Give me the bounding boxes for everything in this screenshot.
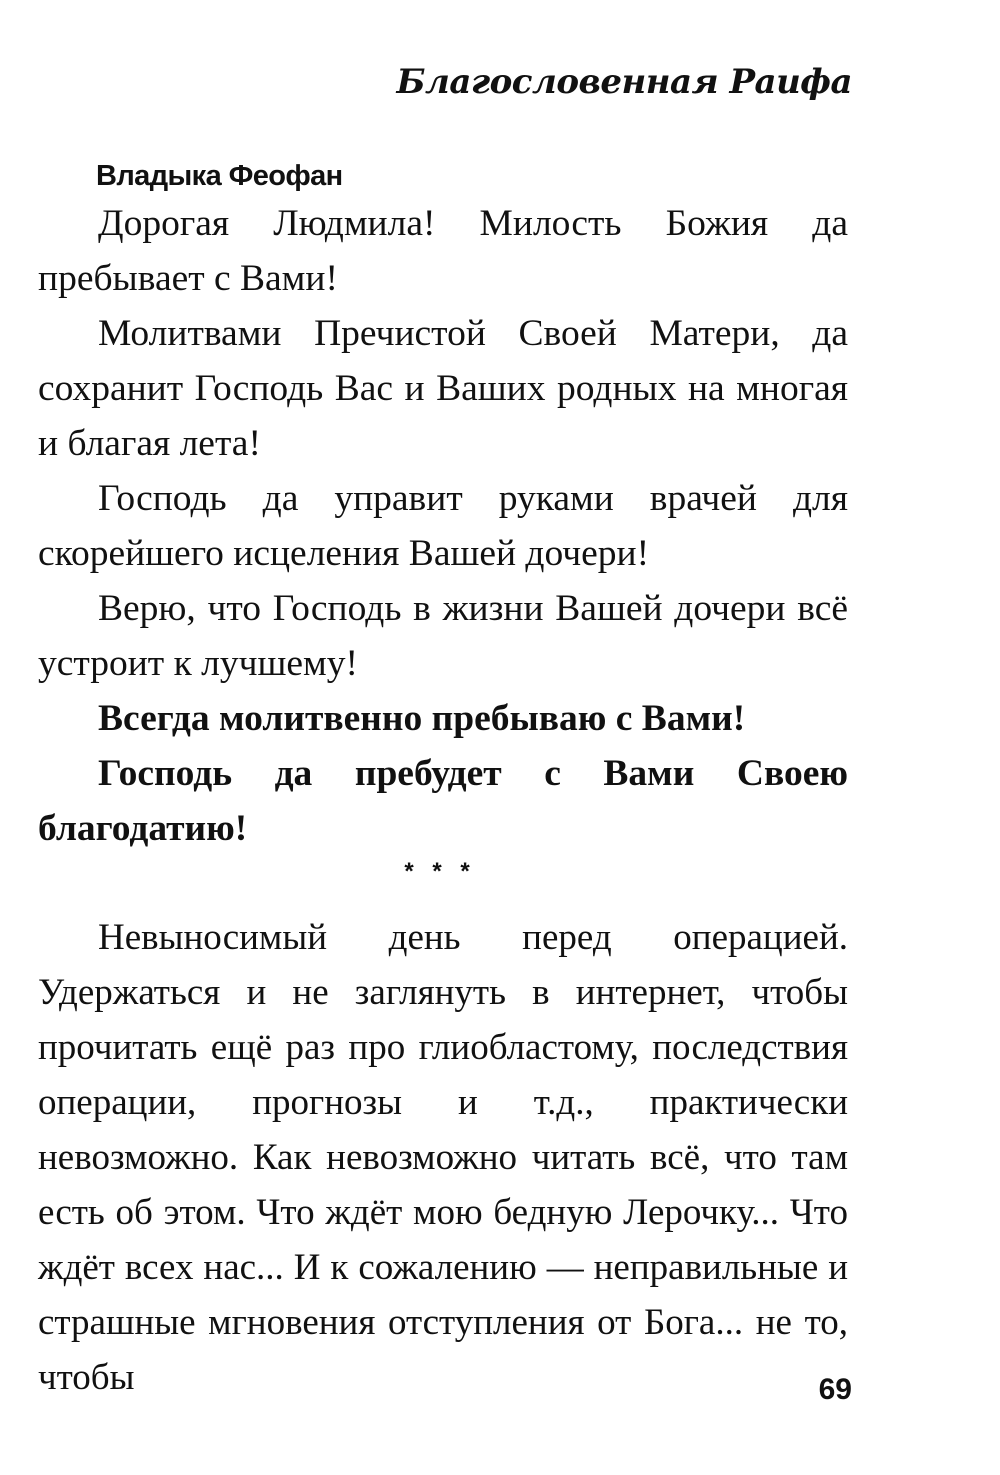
entry-paragraph: Невыносимый день перед операцией. Удержаться и не заглянуть в интернет, чтобы прочитать ещё раз про глиобластому, последствия операции, прогнозы и т.д., практически невозможно. Как невозможно читать всё, что там есть об этом. Что ждёт мою бедную Лерочку... Что ждёт всех нас... И к сожалению — неправильные и страшные мгновения отступления от Бога... не то, чтобы xyxy=(38,917,848,1398)
letter-body xyxy=(38,196,848,856)
page-number: 69 xyxy=(818,1373,852,1406)
diary-entry xyxy=(38,910,848,1405)
letter-author: Владыка Феофан xyxy=(96,160,343,192)
letter-paragraph: Господь да управит руками врачей для скорейшего исцеления Вашей дочери! xyxy=(38,478,848,574)
letter-paragraph: Верю, что Господь в жизни Вашей дочери всё устроит к лучшему! xyxy=(38,588,848,684)
letter-paragraph: Молитвами Пречистой Своей Матери, да сохранит Господь Вас и Ваших родных на многая и благая лета! xyxy=(38,313,848,464)
running-header: Благословенная Раифа xyxy=(396,62,852,102)
letter-paragraph: Всегда молитвенно пребываю с Вами! xyxy=(98,698,746,739)
letter-paragraph: Дорогая Людмила! Милость Божия да пребывает с Вами! xyxy=(38,203,848,299)
letter-paragraph: Господь да пребудет с Вами Своею благодатию! xyxy=(38,753,848,849)
section-separator: * * * xyxy=(404,858,476,885)
